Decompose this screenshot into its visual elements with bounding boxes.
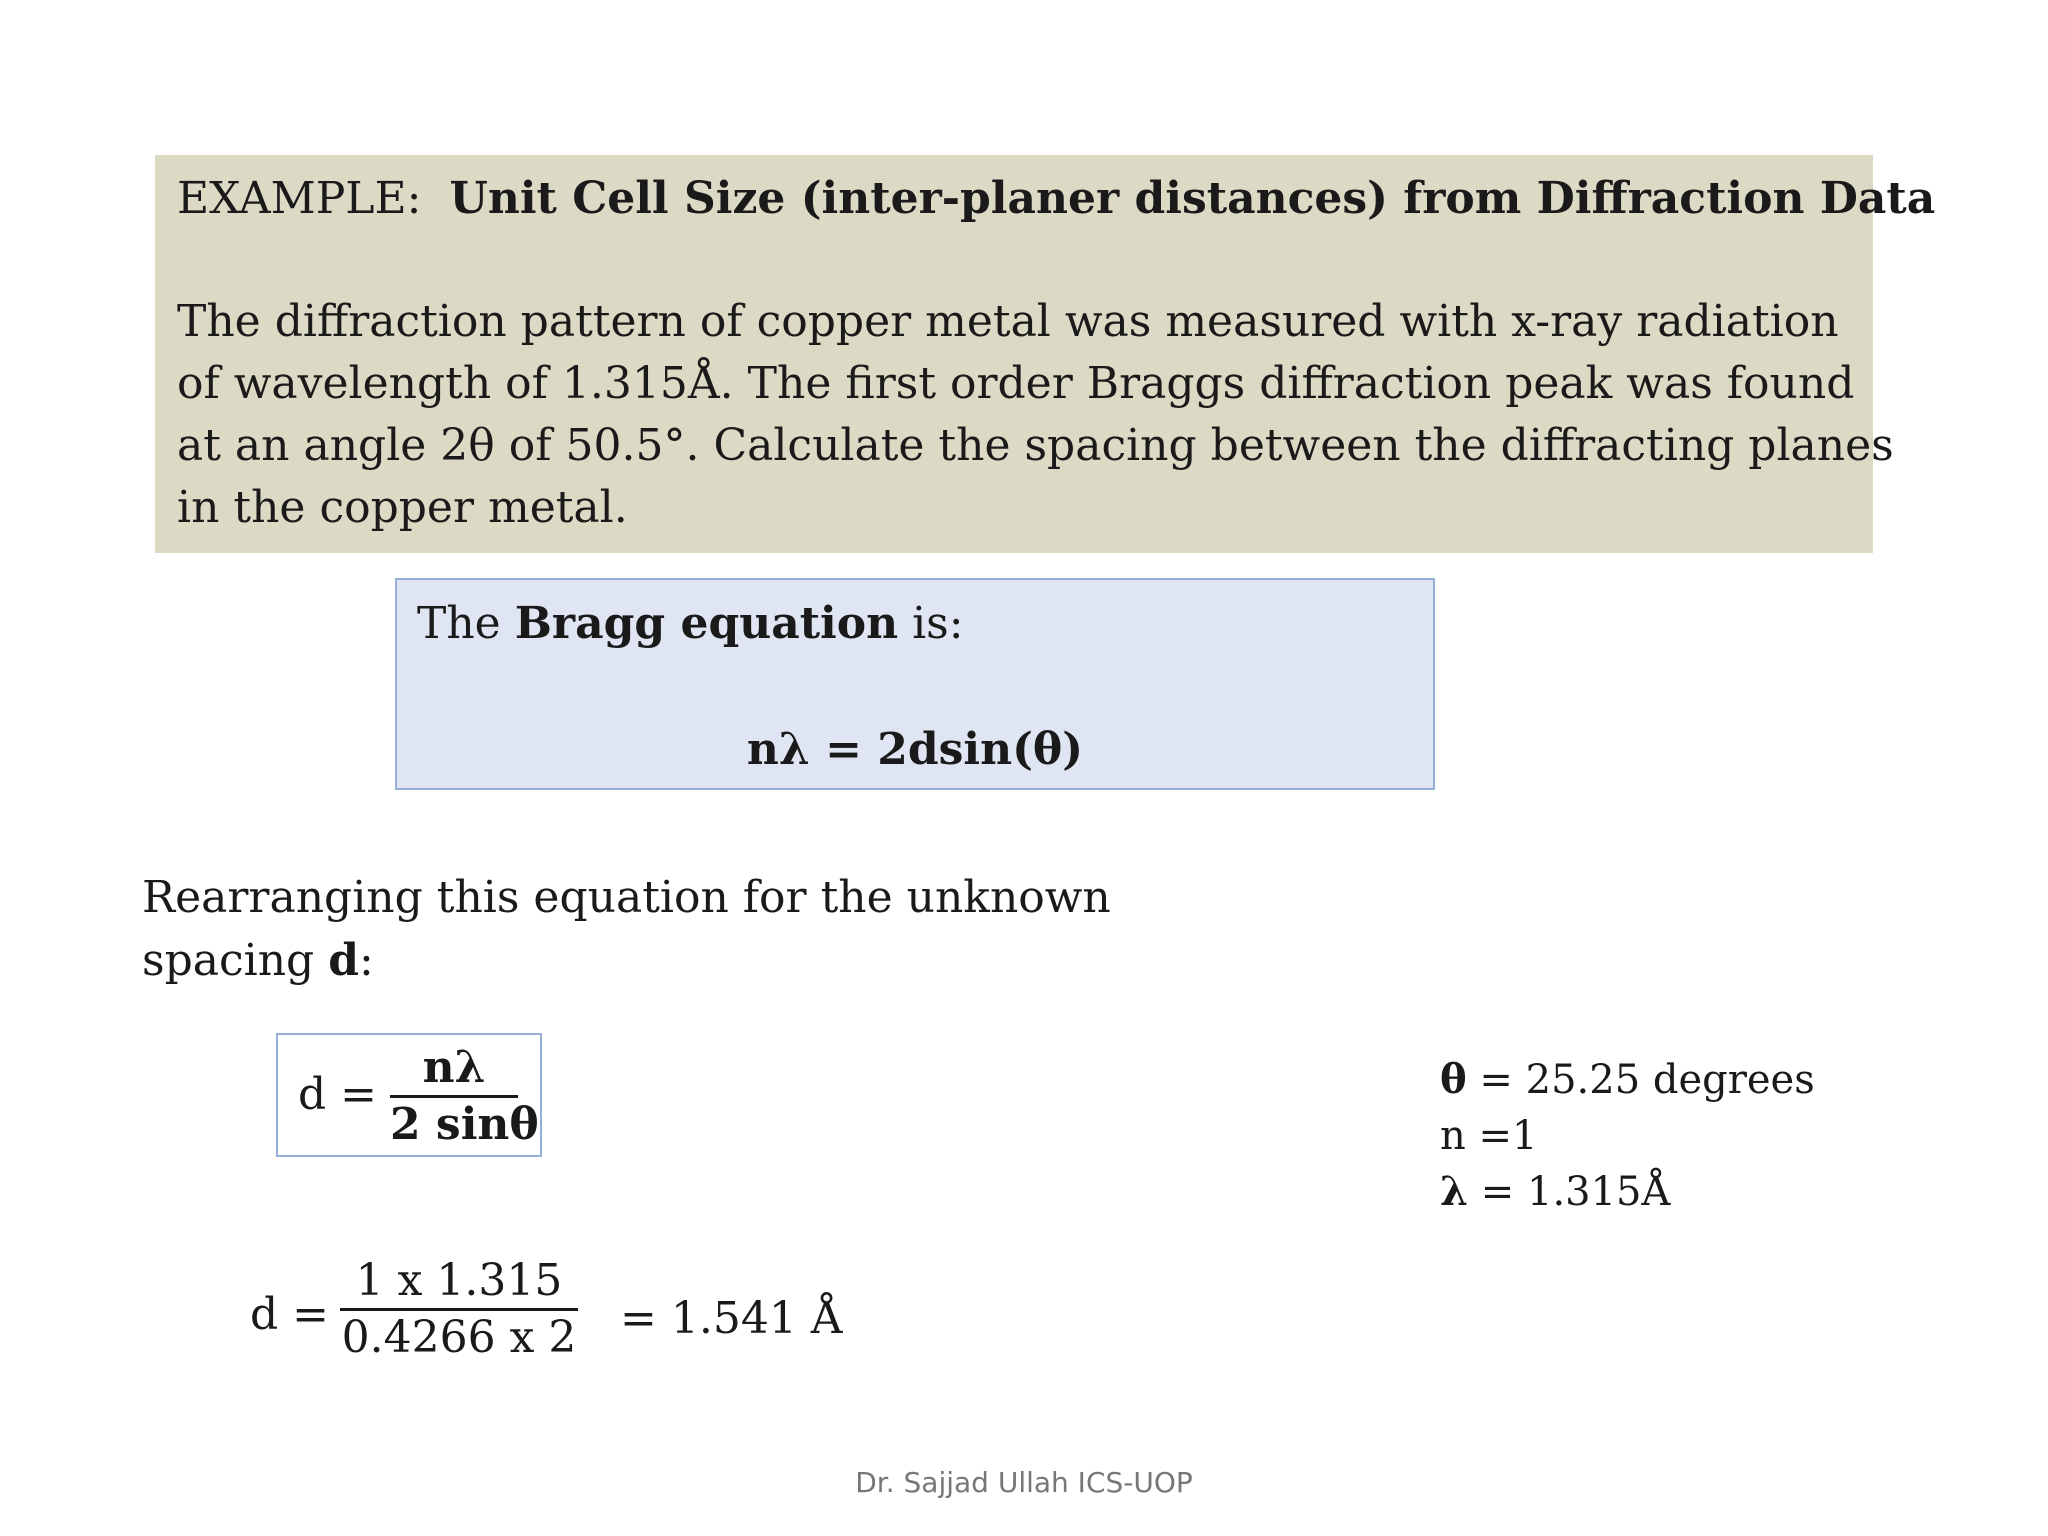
calculation-numerator: 1 x 1.315 [355,1255,563,1306]
rearrange-suffix: : [358,935,374,986]
problem-line: in the copper metal. [177,482,628,533]
bragg-equation-box [395,578,1435,790]
calculation-result: = 1.541 Å [620,1293,843,1344]
example-title [177,169,1936,229]
given-lambda [1440,1164,1815,1220]
formula-lhs: d = [298,1069,378,1120]
example-label: EXAMPLE: [177,173,422,224]
lambda-value: = 1.315Å [1468,1169,1671,1215]
formula-denominator: 2 sinθ [390,1099,539,1150]
problem-line: at an angle 2θ of 50.5°. Calculate the spacing between the diffracting planes [177,420,1894,471]
calculation-fraction-bar [340,1308,578,1311]
given-values [1440,1052,1815,1220]
formula-box [276,1033,542,1157]
rearrange-variable: d [328,935,359,986]
problem-line: The diffraction pattern of copper metal was measured with x-ray radiation [177,296,1839,347]
problem-text [177,291,1894,539]
bragg-intro-suffix: is: [912,598,964,649]
formula-fraction [390,1042,539,1150]
problem-line: of wavelength of 1.315Å. The first order Braggs diffraction peak was found [177,358,1855,409]
bragg-equation: nλ = 2dsin(θ) [746,724,1084,775]
rearrange-line-1: Rearranging this equation for the unknown [142,872,1111,923]
calculation-lhs: d = [250,1289,330,1340]
rearrange-prefix: spacing [142,935,315,986]
footer-credit: Dr. Sajjad Ullah ICS-UOP [855,1466,1193,1499]
rearrange-line-2 [142,929,1111,992]
given-n: n =1 [1440,1113,1538,1159]
bragg-intro-bold: Bragg equation [514,598,899,649]
formula-fraction-bar [390,1095,518,1098]
bragg-intro [417,594,1413,654]
calculation-fraction [340,1256,578,1363]
theta-value: = 25.25 degrees [1466,1057,1815,1103]
bragg-intro-prefix: The [417,598,501,649]
theta-symbol: θ [1440,1056,1467,1103]
lambda-symbol: λ [1440,1168,1469,1215]
example-heading: Unit Cell Size (inter-planer distances) from Diffraction Data [449,173,1936,224]
problem-box [155,155,1936,553]
rearrange-text [142,866,1111,992]
calculation-denominator: 0.4266 x 2 [341,1312,577,1363]
formula-numerator: nλ [422,1042,486,1093]
given-theta [1440,1052,1815,1108]
